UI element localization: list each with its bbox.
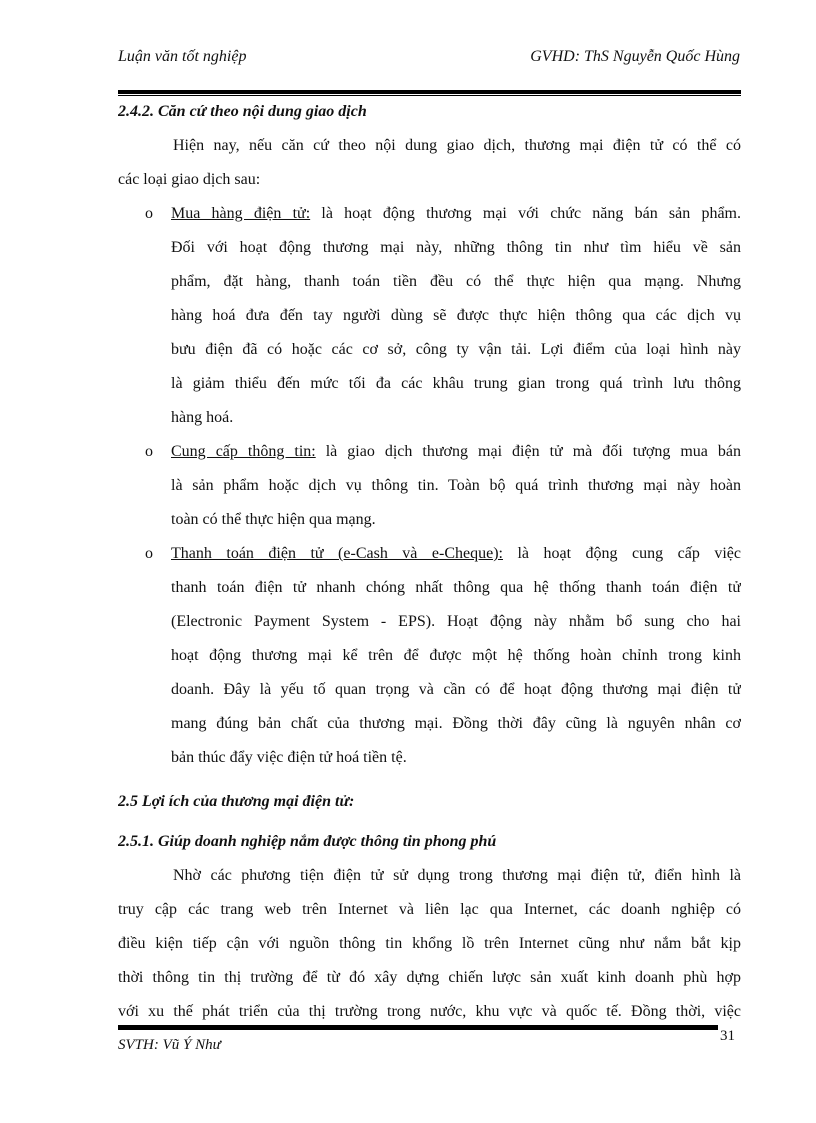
bullet-item-cung-cap xyxy=(118,438,741,540)
page-header xyxy=(118,48,740,74)
section-heading-2-4-2: 2.4.2. Căn cứ theo nội dung giao dịch xyxy=(118,103,367,120)
document-body xyxy=(118,98,741,1032)
bullet-circle-icon: o xyxy=(145,205,153,222)
bullet-line: thanh toán điện tử nhanh chóng nhất thông qua hệ thống thanh toán điện tử xyxy=(171,579,741,596)
bullet-item-thanh-toan xyxy=(118,540,741,778)
bullet-text: là giao dịch thương mại điện tử mà đối tượng mua bán xyxy=(315,443,741,460)
bullet-first-line xyxy=(118,438,741,472)
paragraph-line: điều kiện tiếp cận với nguồn thông tin khổng lồ trên Internet cũng như nắm bắt kịp xyxy=(118,935,741,952)
bullet-line: hàng hoá. xyxy=(171,409,234,426)
bullet-circle-icon: o xyxy=(145,443,153,460)
paragraph-line: với xu thế phát triển của thị trường trong nước, khu vực và quốc tế. Đồng thời, việc xyxy=(118,1003,741,1020)
bullet-term: Mua hàng điện tử: xyxy=(171,205,311,222)
bullet-line: bản thúc đẩy việc điện tử hoá tiền tệ. xyxy=(171,749,407,766)
page-number: 31 xyxy=(720,1028,735,1044)
paragraph-line: Nhờ các phương tiện điện tử sử dụng trong thương mại điện tử, điển hình là xyxy=(173,867,741,884)
bullet-line: mang đúng bản chất của thương mại. Đồng thời đây cũng là nguyên nhân cơ xyxy=(171,715,741,732)
bullet-line: là sản phẩm hoặc dịch vụ thông tin. Toàn bộ quá trình thương mại này hoàn xyxy=(171,477,741,494)
bullet-circle-icon: o xyxy=(145,545,153,562)
bullet-line: hoạt động thương mại kể trên để được một hệ thống hoàn chỉnh trong kinh xyxy=(171,647,741,664)
bullet-line: toàn có thể thực hiện qua mạng. xyxy=(171,511,376,528)
bullet-line: bưu điện đã có hoặc các cơ sở, công ty vận tải. Lợi điểm của loại hình này xyxy=(171,341,741,358)
footer-student: SVTH: Vũ Ý Như xyxy=(118,1037,221,1053)
paragraph-line: các loại giao dịch sau: xyxy=(118,171,261,188)
bullet-first-line xyxy=(118,540,741,574)
bullet-line: là giảm thiểu đến mức tối đa các khâu trung gian trong quá trình lưu thông xyxy=(171,375,741,392)
paragraph-line: Hiện nay, nếu căn cứ theo nội dung giao dịch, thương mại điện tử có thể có xyxy=(173,137,741,154)
header-rule xyxy=(118,90,741,96)
section-heading-2-5-1: 2.5.1. Giúp doanh nghiệp nắm được thông tin phong phú xyxy=(118,833,497,850)
bullet-line: phẩm, đặt hàng, thanh toán tiền đều có thể thực hiện qua mạng. Nhưng xyxy=(171,273,741,290)
bullet-term: Cung cấp thông tin: xyxy=(171,443,316,460)
header-advisor: GVHD: ThS Nguyễn Quốc Hùng xyxy=(530,48,740,65)
bullet-line: Đối với hoạt động thương mại này, những thông tin như tìm hiểu về sản xyxy=(171,239,741,256)
paragraph-line: truy cập các trang web trên Internet và liên lạc qua Internet, các doanh nghiệp có xyxy=(118,901,741,918)
bullet-first-line xyxy=(118,200,741,234)
bullet-line: hàng hoá đưa đến tay người dùng sẽ được thực hiện thông qua các dịch vụ xyxy=(171,307,741,324)
paragraph-line: thời thông tin thị trường để từ đó xây dựng chiến lược sản xuất kinh doanh phù hợp xyxy=(118,969,741,986)
bullet-term: Thanh toán điện tử (e-Cash và e-Cheque): xyxy=(171,545,503,562)
section-heading-2-5: 2.5 Lợi ích của thương mại điện tử: xyxy=(118,793,355,810)
bullet-line: doanh. Đây là yếu tố quan trọng và cần có để hoạt động thương mại điện tử xyxy=(171,681,741,698)
bullet-item-mua-hang xyxy=(118,200,741,438)
footer-rule xyxy=(118,1025,718,1030)
bullet-text: là hoạt động thương mại với chức năng bán sản phẩm. xyxy=(310,205,741,222)
bullet-line: (Electronic Payment System - EPS). Hoạt động này nhằm bổ sung cho hai xyxy=(171,613,741,630)
bullet-text: là hoạt động cung cấp việc xyxy=(502,545,741,562)
header-thesis-title: Luận văn tốt nghiệp xyxy=(118,48,247,65)
